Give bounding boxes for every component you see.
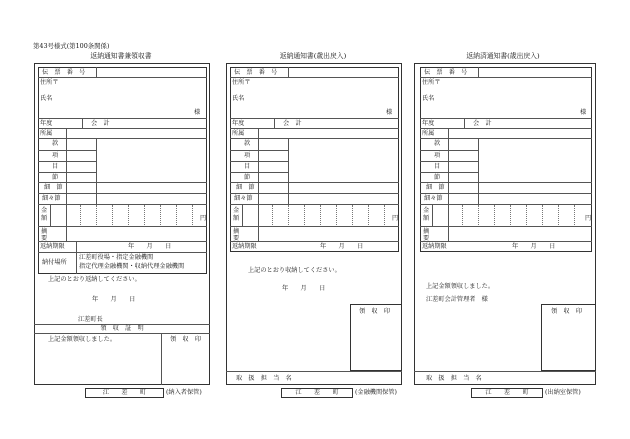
saisaisetsu-label: 細々節 (424, 195, 443, 202)
sheet-1-title: 返納通知書兼領収書 (90, 52, 152, 60)
payment-place-line-2: 指定代理金融機関・収納代理金融機関 (79, 263, 185, 270)
sheet-2-title: 返納通知書(歳出戻入) (279, 52, 347, 60)
amount-label: 金 額 (423, 207, 430, 222)
yen-label: 円 (392, 215, 399, 222)
kou-label: 項 (434, 152, 441, 159)
department-label: 所属 (422, 130, 435, 137)
address-label: 住所〒 (40, 79, 59, 86)
moku-label: 目 (244, 163, 251, 170)
moku-label: 目 (52, 163, 59, 170)
sheet-3-form-table (420, 67, 592, 252)
department-label: 所属 (232, 130, 245, 137)
deadline-label: 返納期限 (422, 243, 447, 250)
payment-place-label: 納付場所 (42, 259, 67, 266)
footer-note: (納入者保管) (166, 389, 202, 396)
payment-place-line-1: 江差町役場・指定金融機関 (79, 254, 154, 261)
moku-label: 目 (434, 163, 441, 170)
kan-label: 款 (244, 140, 251, 147)
setsu-label: 節 (434, 174, 441, 181)
honorific-label: 様 (386, 109, 393, 116)
stamp-label: 領 収 印 (170, 336, 201, 343)
setsu-label: 節 (244, 174, 251, 181)
handler-label: 取 扱 担 当 名 (236, 375, 292, 382)
receipt-title: 領 収 証 明 (100, 325, 144, 332)
account-label: 会 計 (91, 120, 110, 127)
account-label: 会 計 (283, 120, 302, 127)
honorific-label: 様 (194, 109, 201, 116)
name-label: 氏名 (40, 95, 53, 102)
kan-label: 款 (52, 140, 59, 147)
department-label: 所属 (40, 130, 53, 137)
kou-label: 項 (52, 152, 59, 159)
yen-label: 円 (200, 215, 207, 222)
amount-label: 金 額 (41, 207, 48, 222)
form-label: 第43号様式(第100条関係) (33, 42, 110, 50)
footer-note: (出納室保管) (545, 389, 581, 396)
footer-town: 江 差 町 (295, 389, 339, 396)
recipient-label: 江差町会計管理者 様 (426, 296, 488, 303)
account-label: 会 計 (473, 120, 492, 127)
request-text: 上記のとおり収納してください。 (248, 267, 341, 274)
deadline-label: 返納期限 (40, 243, 65, 250)
saisaisetsu-label: 細々節 (234, 195, 253, 202)
request-text: 上記金額領収しました。 (426, 283, 495, 290)
name-label: 氏名 (232, 95, 245, 102)
issue-date: 年 月 日 (282, 285, 326, 292)
saisetsu-label: 細 節 (426, 184, 445, 191)
footer-town: 江 差 町 (485, 389, 529, 396)
deadline-date: 年 月 日 (128, 243, 172, 250)
deadline-date: 年 月 日 (512, 243, 556, 250)
saisetsu-label: 細 節 (236, 184, 255, 191)
name-label: 氏名 (422, 95, 435, 102)
deadline-date: 年 月 日 (320, 243, 364, 250)
stamp-label: 領 収 印 (551, 308, 582, 315)
setsu-label: 節 (52, 174, 59, 181)
saisaisetsu-label: 細々節 (42, 195, 61, 202)
fiscal-year-label: 年度 (40, 120, 53, 127)
issuer-label: 江差町長 (78, 316, 103, 323)
summary-label: 摘 要 (423, 228, 430, 242)
receipt-text: 上記金額領収しました。 (48, 336, 117, 343)
stamp-label: 領 収 印 (359, 308, 390, 315)
summary-label: 摘 要 (41, 228, 48, 242)
saisetsu-label: 細 節 (44, 184, 63, 191)
fiscal-year-label: 年度 (232, 120, 245, 127)
kou-label: 項 (244, 152, 251, 159)
slip-number-label: 伝 票 番 号 (42, 69, 86, 76)
deadline-label: 返納期限 (232, 243, 257, 250)
slip-number-label: 伝 票 番 号 (424, 69, 468, 76)
kan-label: 款 (434, 140, 441, 147)
issue-date: 年 月 日 (92, 296, 136, 303)
handler-label: 取 扱 担 当 名 (426, 375, 482, 382)
fiscal-year-label: 年度 (422, 120, 435, 127)
sheet-2-form-table (230, 67, 399, 252)
summary-label: 摘 要 (233, 228, 240, 242)
address-label: 住所〒 (422, 79, 441, 86)
footer-note: (金融機関保管) (355, 389, 397, 396)
footer-town: 江 差 町 (102, 389, 147, 396)
slip-number-label: 伝 票 番 号 (234, 69, 278, 76)
sheet-3-title: 返納済通知書(歳出戻入) (466, 52, 540, 60)
amount-label: 金 額 (233, 207, 240, 222)
yen-label: 円 (585, 215, 592, 222)
request-text: 上記のとおり返納してください。 (48, 276, 141, 283)
honorific-label: 様 (580, 109, 587, 116)
address-label: 住所〒 (232, 79, 251, 86)
